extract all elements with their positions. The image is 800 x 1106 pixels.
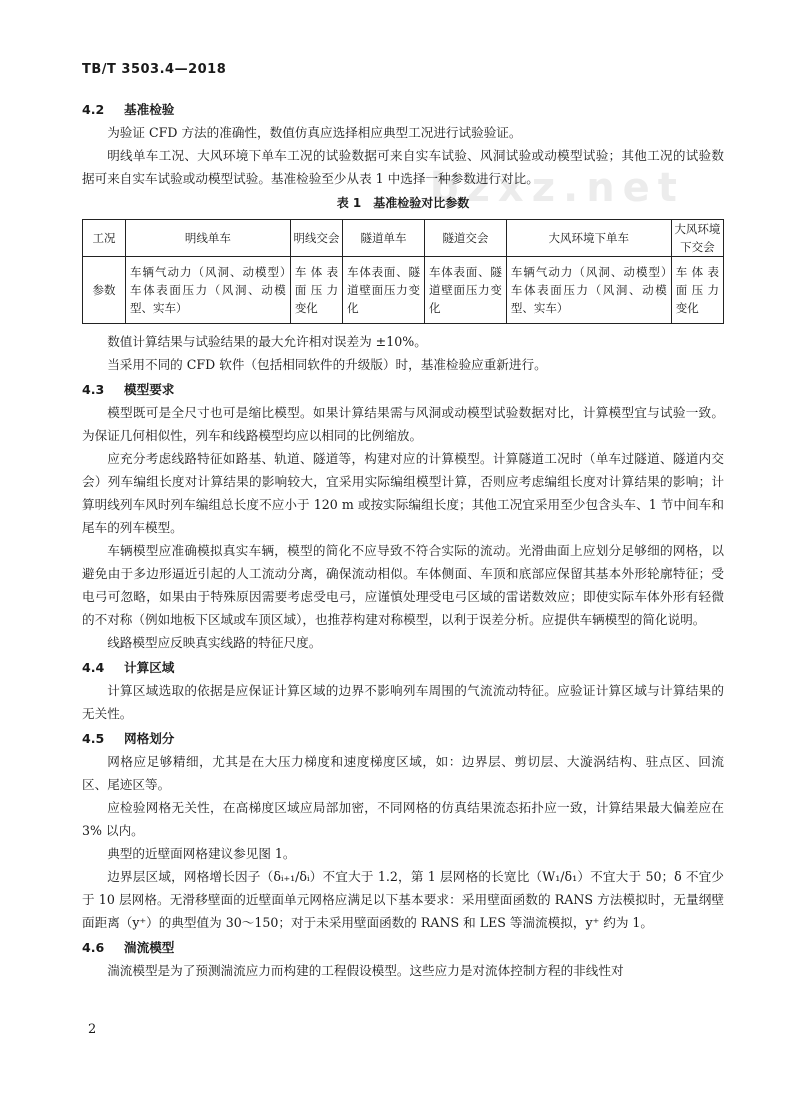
- comparison-table: [82, 219, 724, 324]
- paragraph: 数值计算结果与试验结果的最大允许相对误差为 ±10%。: [107, 334, 427, 349]
- table-row: [83, 257, 724, 324]
- paragraph: 计算区域选取的依据是应保证计算区域的边界不影响列车周围的气流流动特征。应验证计算区域与计算结果的无关性。: [82, 683, 724, 721]
- table-header-cell: 大风环境下单车: [506, 220, 671, 257]
- table-cell: 车辆气动力（风洞、动模型） 车体表面压力（风洞、动模型、实车）: [126, 257, 291, 324]
- section-title: 湍流模型: [124, 940, 175, 955]
- paragraph: 典型的近壁面网格建议参见图 1。: [107, 846, 296, 861]
- table-cell: 车体表面压力变化: [290, 257, 342, 324]
- section-number: 4.6: [82, 940, 105, 955]
- paragraph: 应充分考虑线路特征如路基、轨道、隧道等，构建对应的计算模型。计算隧道工况时（单车过隧道、隧道内交会）列车编组长度对计算结果的影响较大，宜采用实际编组模型计算，否则应考虑编组长度对计算结果的影响；计算明线列车风时列车编组总长度不应小于 120 m 或按实际编组长度；其他工况宜采用至少包含头车、1 节中间车和尾车的列车模型。: [82, 451, 724, 535]
- section-4-2-heading: [82, 98, 724, 121]
- paragraph: 湍流模型是为了预测湍流应力而构建的工程假设模型。这些应力是对流体控制方程的非线性对: [107, 963, 624, 978]
- paragraph: 为验证 CFD 方法的准确性，数值仿真应选择相应典型工况进行试验验证。: [107, 125, 522, 140]
- section-number: 4.5: [82, 731, 105, 746]
- watermark: bzxz.net: [430, 165, 685, 211]
- page-number: 2: [88, 1022, 97, 1037]
- table-header-cell: 工况: [83, 220, 126, 257]
- table-cell: 车体表面、隧道壁面压力变化: [424, 257, 506, 324]
- section-number: 4.4: [82, 660, 105, 675]
- table-header-row: [83, 220, 724, 257]
- table-row-label: 参数: [83, 257, 126, 324]
- table-header-cell: 隧道交会: [424, 220, 506, 257]
- table-cell: 车体表面、隧道壁面压力变化: [343, 257, 425, 324]
- paragraph: 应检验网格无关性，在高梯度区域应局部加密，不同网格的仿真结果流态拓扑应一致，计算结果最大偏差应在 3% 以内。: [82, 800, 724, 838]
- paragraph: 车辆模型应准确模拟真实车辆，模型的简化不应导致不符合实际的流动。光滑曲面上应划分足够细的网格，以避免由于多边形逼近引起的人工流动分离，确保流动相似。车体侧面、车顶和底部应保留其基本外形轮廓特征；受电弓可忽略，如果由于特殊原因需要考虑受电弓，应谨慎处理受电弓区域的雷诺数效应；即使实际车体外形有轻微的不对称（例如地板下区域或车顶区域），也推荐构建对称模型，以利于误差分析。应提供车辆模型的简化说明。: [82, 543, 724, 627]
- table-cell: 车体表面压力变化: [671, 257, 723, 324]
- table-header-cell: 大风环境下交会: [671, 220, 723, 257]
- paragraph: 模型既可是全尺寸也可是缩比模型。如果计算结果需与风洞或动模型试验数据对比，计算模型宜与试验一致。为保证几何相似性，列车和线路模型均应以相同的比例缩放。: [82, 405, 724, 443]
- section-title: 计算区域: [124, 660, 175, 675]
- section-title: 网格划分: [124, 731, 175, 746]
- table-header-cell: 明线单车: [126, 220, 291, 257]
- standard-number-header: TB/T 3503.4—2018: [82, 62, 227, 77]
- section-4-4-heading: [82, 656, 724, 679]
- section-number: 4.3: [82, 382, 105, 397]
- table-header-cell: 隧道单车: [343, 220, 425, 257]
- section-title: 模型要求: [124, 382, 175, 397]
- table-header-cell: 明线交会: [290, 220, 342, 257]
- paragraph: 当采用不同的 CFD 软件（包括相同软件的升级版）时，基准检验应重新进行。: [107, 357, 547, 372]
- section-4-6-heading: [82, 936, 724, 959]
- section-number: 4.2: [82, 102, 105, 117]
- table-cell: 车辆气动力（风洞、动模型） 车体表面压力（风洞、动模型、实车）: [506, 257, 671, 324]
- paragraph: 线路模型应反映真实线路的特征尺度。: [107, 635, 322, 650]
- table-caption: 表 1 基准检验对比参数: [336, 196, 470, 210]
- section-4-3-heading: [82, 378, 724, 401]
- paragraph: 网格应足够精细，尤其是在大压力梯度和速度梯度区域，如：边界层、剪切层、大漩涡结构、驻点区、回流区、尾迹区等。: [82, 754, 724, 792]
- paragraph: 明线单车工况、大风环境下单车工况的试验数据可来自实车试验、风洞试验或动模型试验；其他工况的试验数据可来自实车试验或动模型试验。基准检验至少从表 1 中选择一种参数进行对比。: [82, 148, 724, 186]
- paragraph: 边界层区域，网格增长因子（δᵢ₊₁/δᵢ）不宜大于 1.2，第 1 层网格的长宽比（W₁/δ₁）不宜大于 50；δ 不宜少于 10 层网格。无滑移壁面的近壁面单元网格应满足以下基本要求：采用壁面函数的 RANS 方法模拟时，无量纲壁面距离（y⁺）的典型值为 30～150；对于未采用壁面函数的 RANS 和 LES 等湍流模拟，y⁺ 约为 1。: [82, 869, 724, 930]
- section-4-5-heading: [82, 727, 724, 750]
- page-content: [82, 96, 724, 982]
- section-title: 基准检验: [124, 102, 175, 117]
